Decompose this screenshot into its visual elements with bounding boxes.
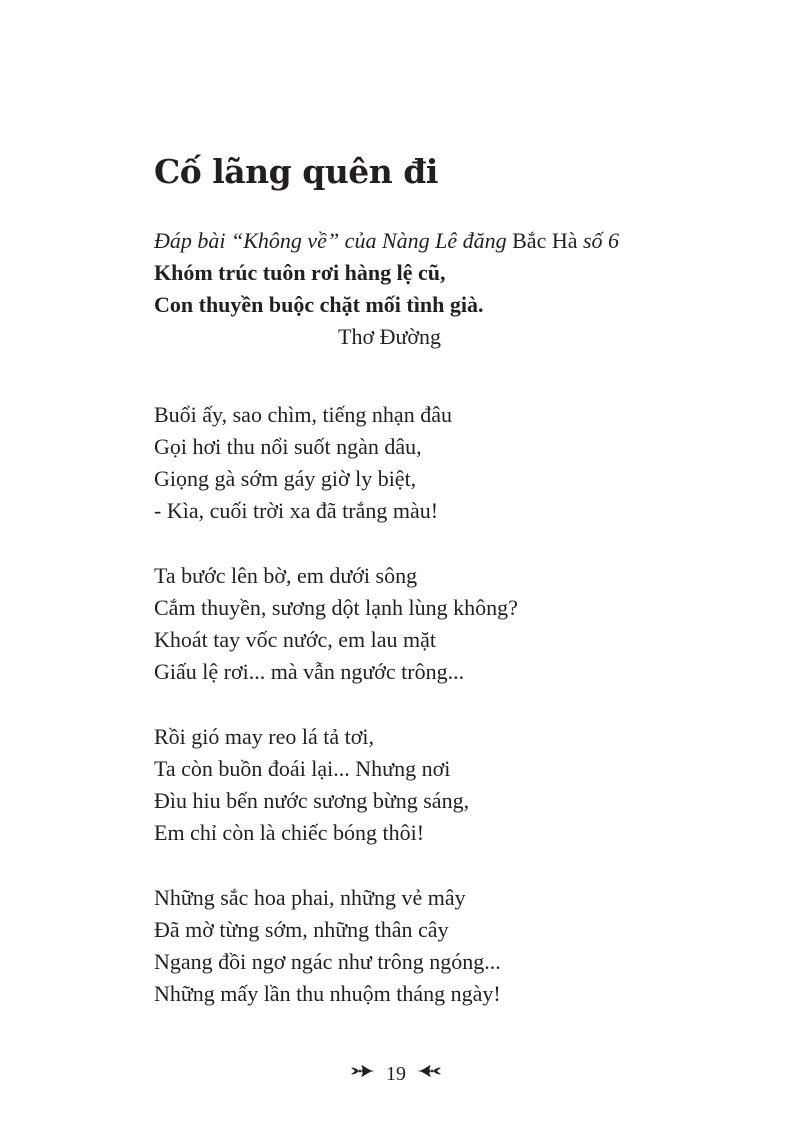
verse-line: Ta còn buồn đoái lại... Nhưng nơi — [154, 756, 451, 781]
dedication-line — [154, 225, 674, 257]
quote-attribution: Thơ Đường — [338, 324, 442, 349]
poem-title: Cố lãng quên đi — [154, 152, 438, 191]
dedication-issue: số 6 — [582, 228, 620, 253]
poem-body — [154, 399, 674, 1043]
verse-line: Gọi hơi thu nổi suốt ngàn dâu, — [154, 434, 422, 459]
verse-line: Ta bước lên bờ, em dưới sông — [154, 563, 418, 588]
epigraph — [154, 225, 674, 353]
verse-line: Cắm thuyền, sương dột lạnh lùng không? — [154, 595, 518, 620]
verse-line: Rồi gió may reo lá tả tơi, — [154, 724, 374, 749]
stanza — [154, 399, 674, 527]
verse-line: Buổi ấy, sao chìm, tiếng nhạn đâu — [154, 402, 452, 427]
floral-ornament-icon — [415, 1062, 443, 1086]
verse-line: Ngang đồi ngơ ngác như trông ngóng... — [154, 949, 501, 974]
page-footer — [0, 1062, 792, 1086]
verse-line: Giấu lệ rơi... mà vẫn ngước trông... — [154, 659, 465, 684]
floral-ornament-icon — [349, 1062, 377, 1086]
quote-line: Khóm trúc tuôn rơi hàng lệ cũ, — [154, 260, 446, 285]
verse-line: Khoát tay vốc nước, em lau mặt — [154, 627, 436, 652]
stanza — [154, 882, 674, 1010]
dedication-italic: Đáp bài “Không về” của Nàng Lê đăng — [154, 228, 507, 253]
stanza — [154, 560, 674, 688]
verse-line: Đã mờ từng sớm, những thân cây — [154, 917, 449, 942]
verse-line: Giọng gà sớm gáy giờ ly biệt, — [154, 466, 417, 491]
dedication-publication: Bắc Hà — [512, 228, 578, 253]
page-number: 19 — [386, 1062, 406, 1085]
verse-line: Những sắc hoa phai, những vẻ mây — [154, 885, 466, 910]
verse-line: Đìu hiu bến nước sương bừng sáng, — [154, 788, 470, 813]
verse-line: - Kìa, cuối trời xa đã trắng màu! — [154, 498, 439, 523]
verse-line: Em chỉ còn là chiếc bóng thôi! — [154, 820, 425, 845]
quote-line: Con thuyền buộc chặt mối tình già. — [154, 292, 484, 317]
verse-line: Những mấy lần thu nhuộm tháng ngày! — [154, 981, 501, 1006]
stanza — [154, 721, 674, 849]
